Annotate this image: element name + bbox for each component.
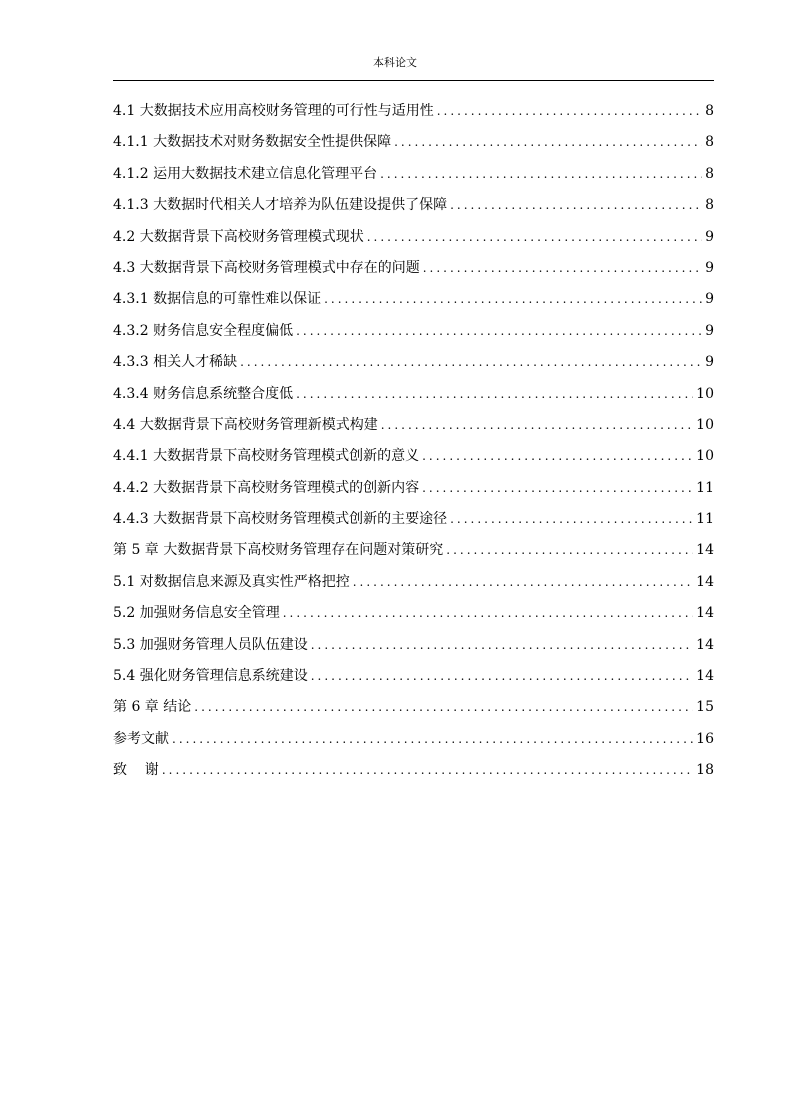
toc-entry[interactable] xyxy=(113,692,714,723)
toc-entry[interactable] xyxy=(113,535,714,566)
toc-entry-title: 5.1 对数据信息来源及真实性严格把控 xyxy=(113,573,350,590)
toc-entry-page: 10 xyxy=(696,448,714,465)
toc-entry-page: 14 xyxy=(696,542,714,559)
toc-entry-title: 4.4.3 大数据背景下高校财务管理模式创新的主要途径 xyxy=(113,511,448,528)
toc-entry[interactable] xyxy=(113,96,714,127)
toc-entry-title: 致 谢 xyxy=(113,762,159,779)
toc-entry-title: 4.3.1 数据信息的可靠性难以保证 xyxy=(113,291,322,308)
toc-dot-leader xyxy=(324,284,702,315)
toc-entry-page: 9 xyxy=(705,354,714,371)
toc-dot-leader xyxy=(437,96,702,127)
toc-dot-leader xyxy=(162,755,693,786)
toc-dot-leader xyxy=(450,190,702,221)
toc-entry[interactable] xyxy=(113,755,714,786)
toc-entry-title: 参考文献 xyxy=(113,730,169,747)
toc-entry[interactable] xyxy=(113,441,714,472)
toc-dot-leader xyxy=(381,410,693,441)
toc-dot-leader xyxy=(422,441,693,472)
toc-entry-page: 14 xyxy=(696,668,714,685)
toc-entry-title: 4.1.2 运用大数据技术建立信息化管理平台 xyxy=(113,165,378,182)
toc-entry[interactable] xyxy=(113,630,714,661)
toc-entry-title: 4.4 大数据背景下高校财务管理新模式构建 xyxy=(113,416,378,433)
toc-entry[interactable] xyxy=(113,190,714,221)
toc-entry-title: 4.4.2 大数据背景下高校财务管理模式的创新内容 xyxy=(113,479,420,496)
toc-entry-page: 14 xyxy=(696,605,714,622)
toc-entry[interactable] xyxy=(113,379,714,410)
toc-entry-page: 9 xyxy=(705,228,714,245)
toc-entry-title: 4.1.1 大数据技术对财务数据安全性提供保障 xyxy=(113,134,392,151)
toc-entry-title: 4.3.4 财务信息系统整合度低 xyxy=(113,385,294,402)
toc-entry[interactable] xyxy=(113,504,714,535)
toc-entry-title: 第 5 章 大数据背景下高校财务管理存在问题对策研究 xyxy=(113,542,444,559)
toc-entry-page: 9 xyxy=(705,291,714,308)
toc-entry-title: 4.3 大数据背景下高校财务管理模式中存在的问题 xyxy=(113,259,420,276)
toc-dot-leader xyxy=(296,316,702,347)
toc-entry-page: 10 xyxy=(696,385,714,402)
toc-entry-title: 4.3.2 财务信息安全程度偏低 xyxy=(113,322,294,339)
toc-entry[interactable] xyxy=(113,473,714,504)
toc-dot-leader xyxy=(450,504,693,535)
toc-entry-page: 11 xyxy=(696,479,714,496)
toc-entry-title: 5.3 加强财务管理人员队伍建设 xyxy=(113,636,308,653)
toc-entry-page: 9 xyxy=(705,322,714,339)
toc-dot-leader xyxy=(283,598,693,629)
toc-dot-leader xyxy=(311,630,693,661)
toc-entry[interactable] xyxy=(113,347,714,378)
toc-entry-title: 4.1.3 大数据时代相关人才培养为队伍建设提供了保障 xyxy=(113,197,448,214)
page-header-title: 本科论文 xyxy=(373,56,417,69)
toc-dot-leader xyxy=(194,692,693,723)
toc-dot-leader xyxy=(423,253,702,284)
toc-entry-title: 4.1 大数据技术应用高校财务管理的可行性与适用性 xyxy=(113,103,434,119)
toc-entry-title: 4.4.1 大数据背景下高校财务管理模式创新的意义 xyxy=(113,448,420,465)
toc-dot-leader xyxy=(394,127,702,158)
toc-dot-leader xyxy=(367,222,702,253)
toc-dot-leader xyxy=(422,473,693,504)
toc-dot-leader xyxy=(172,724,693,755)
toc-entry-page: 18 xyxy=(696,762,714,779)
toc-entry[interactable] xyxy=(113,661,714,692)
toc-entry[interactable] xyxy=(113,410,714,441)
toc-entry[interactable] xyxy=(113,222,714,253)
toc-entry-page: 8 xyxy=(705,103,714,119)
toc-entry-page: 14 xyxy=(696,636,714,653)
toc-entry-page: 16 xyxy=(696,730,714,747)
toc-entry[interactable] xyxy=(113,598,714,629)
toc-entry-title: 5.2 加强财务信息安全管理 xyxy=(113,605,280,622)
toc-entry[interactable] xyxy=(113,127,714,158)
toc-entry[interactable] xyxy=(113,567,714,598)
toc-entry[interactable] xyxy=(113,159,714,190)
toc-dot-leader xyxy=(446,535,693,566)
table-of-contents xyxy=(113,96,714,787)
toc-dot-leader xyxy=(353,567,693,598)
toc-entry-page: 11 xyxy=(696,511,714,528)
toc-entry-page: 8 xyxy=(705,165,714,182)
toc-entry[interactable] xyxy=(113,253,714,284)
toc-entry-title: 4.2 大数据背景下高校财务管理模式现状 xyxy=(113,228,364,245)
toc-entry[interactable] xyxy=(113,284,714,315)
toc-entry-page: 8 xyxy=(705,197,714,214)
toc-dot-leader xyxy=(380,159,702,190)
header-divider xyxy=(113,80,714,81)
toc-dot-leader xyxy=(311,661,693,692)
toc-entry[interactable] xyxy=(113,316,714,347)
toc-entry-title: 第 6 章 结论 xyxy=(113,699,192,716)
toc-entry-title: 5.4 强化财务管理信息系统建设 xyxy=(113,668,308,685)
toc-entry-page: 8 xyxy=(705,134,714,151)
toc-entry-page: 15 xyxy=(696,699,714,716)
toc-dot-leader xyxy=(240,347,702,378)
toc-dot-leader xyxy=(296,379,693,410)
toc-entry-page: 10 xyxy=(696,416,714,433)
toc-entry-title: 4.3.3 相关人才稀缺 xyxy=(113,354,238,371)
toc-entry-page: 14 xyxy=(696,573,714,590)
toc-entry[interactable] xyxy=(113,724,714,755)
toc-entry-page: 9 xyxy=(705,259,714,276)
